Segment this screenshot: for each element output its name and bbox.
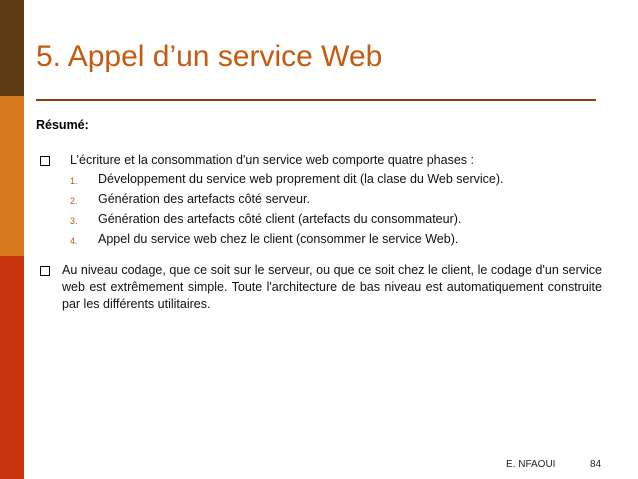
list-number: 1. — [70, 176, 78, 186]
sidebar-band-bottom — [0, 256, 24, 479]
list-item-text: Appel du service web chez le client (consommer le service Web). — [98, 232, 459, 246]
list-number: 4. — [70, 236, 78, 246]
square-bullet-icon — [40, 266, 50, 276]
list-number: 2. — [70, 196, 78, 206]
list-number: 3. — [70, 216, 78, 226]
footer-author: E. NFAOUI — [506, 459, 556, 470]
square-bullet-icon — [40, 156, 50, 166]
bullet-text-codage: Au niveau codage, que ce soit sur le serveur, ou que ce soit chez le client, le codage d'un service web est extrêmement simple. Toute l'architecture de bas niveau est automatiquement construite par les différents utilitaires. — [62, 263, 602, 311]
page-number: 84 — [590, 459, 602, 470]
bullet-text-phases: L’écriture et la consommation d'un service web comporte quatre phases : — [70, 153, 474, 167]
sidebar-band-top — [0, 0, 24, 96]
slide-title: 5. Appel d’un service Web — [36, 40, 383, 73]
sidebar-band-middle — [0, 96, 24, 256]
list-item-text: Développement du service web proprement dit (la clase du Web service). — [98, 172, 504, 186]
list-item-text: Génération des artefacts côté client (artefacts du consommateur). — [98, 212, 462, 226]
list-item-text: Génération des artefacts côté serveur. — [98, 192, 310, 206]
section-label: Résumé: — [36, 118, 89, 132]
title-divider — [36, 99, 596, 101]
